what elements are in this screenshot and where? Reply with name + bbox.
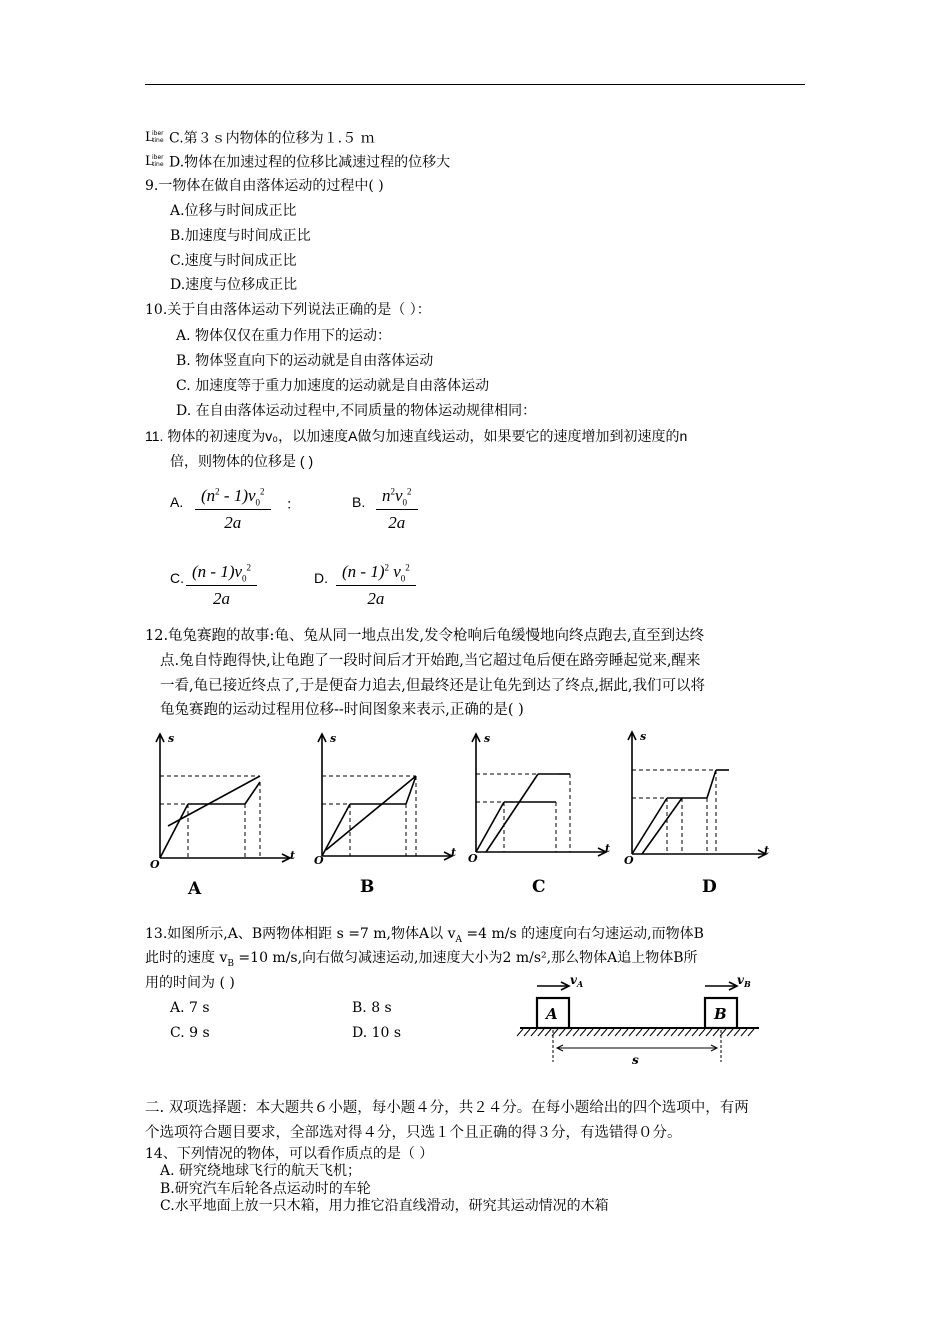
- svg-text:L: L: [145, 154, 154, 168]
- header-rule: [145, 84, 805, 85]
- q11-option-d-label: D.: [314, 570, 328, 586]
- svg-text:tine: tine: [152, 137, 164, 144]
- block-b-label: B: [714, 1005, 727, 1023]
- q14-option-c: C.水平地面上放一只木箱，用力推它沿直线滑动，研究其运动情况的木箱: [160, 1198, 609, 1214]
- q10-option-c: C. 加速度等于重力加速度的运动就是自由落体运动: [176, 378, 490, 394]
- graph-d-label: D: [702, 877, 717, 897]
- q11-option-d-formula: $\frac{(n - 1)^2 v_0^2}{2a}$: [336, 562, 416, 609]
- q13-line-3: 用的时间为 ( ): [145, 975, 235, 991]
- q12-line-2: 点.兔自恃跑得快,让龟跑了一段时间后才开始跑,当它超过龟后便在路旁睡起觉来,醒来: [160, 653, 701, 669]
- svg-text:tine: tine: [152, 161, 164, 168]
- vb-label: $v_B$: [737, 973, 751, 989]
- graph-a-label: A: [188, 879, 202, 899]
- q11-stem-line2: 倍，则物体的位移是 ( ): [170, 453, 314, 469]
- q13-option-a: A. 7 s: [170, 1000, 210, 1016]
- svg-text:iber: iber: [152, 154, 164, 161]
- graph-a-axis-s: s: [168, 732, 175, 745]
- q11-option-c-formula: $\frac{(n - 1)v_0^2}{2a}$: [186, 562, 257, 609]
- q10-stem: 10.关于自由落体运动下列说法正确的是（ ）：: [145, 302, 431, 318]
- va-label: $v_A$: [570, 973, 584, 989]
- q11-option-b-formula: $\frac{n^2v_0^2}{2a}$: [376, 486, 418, 533]
- q8-option-c: L iber tine C.第３ｓ内物体的位移为１.５ ｍ: [145, 128, 375, 149]
- q13-line-2: 此时的速度 $v_B =10$ m/s,向右做匀减速运动,加速度大小为2 m/s²,那么物体A追上物体B所: [145, 950, 698, 969]
- q10-option-a: A. 物体仅仅在重力作用下的运动：: [176, 328, 392, 344]
- graph-d-axis-t: t: [764, 844, 770, 857]
- q13-option-c: C. 9 s: [170, 1025, 210, 1041]
- q11-option-a-formula: $\frac{(n^2 - 1)v_0^2}{2a}$: [195, 486, 271, 533]
- liberline-mark-icon: [145, 128, 167, 149]
- graph-b-axis-s: s: [330, 732, 337, 745]
- section2-line-2: 个选项符合题目要求，全部选对得４分，只选１个且正确的得３分，有选错得０分。: [145, 1125, 682, 1141]
- graph-b: [312, 728, 462, 903]
- q9-stem: 9.一物体在做自由落体运动的过程中( ): [145, 178, 384, 194]
- svg-text:L: L: [145, 130, 154, 144]
- graph-b-axis-t: t: [451, 846, 457, 859]
- section2-line-1: 二. 双项选择题：本大题共６小题，每小题４分，共２４分。在每小题给出的四个选项中，有两: [145, 1100, 749, 1116]
- graph-b-label: B: [360, 877, 375, 897]
- q14-option-a: A. 研究绕地球飞行的航天飞机；: [160, 1163, 362, 1179]
- svg-text:iber: iber: [152, 130, 164, 137]
- q11-option-b-label: B.: [352, 494, 366, 510]
- q14-stem: 14、下列情况的物体，可以看作质点的是（ ）: [145, 1146, 434, 1162]
- q12-line-4: 龟兔赛跑的运动过程用位移--时间图象来表示,正确的是( ): [160, 702, 524, 718]
- q13-figure: [515, 970, 765, 1070]
- q11-option-a-label: A.: [170, 494, 184, 510]
- q14-option-b: B.研究汽车后轮各点运动时的车轮: [160, 1181, 371, 1197]
- q9-option-b: B.加速度与时间成正比: [170, 228, 311, 244]
- q9-option-c: C.速度与时间成正比: [170, 253, 297, 269]
- graph-c-origin: O: [468, 852, 478, 865]
- graph-b-origin: O: [314, 854, 324, 867]
- graph-c-label: C: [532, 877, 546, 897]
- graph-c-axis-s: s: [484, 732, 491, 745]
- graph-d: [622, 722, 772, 902]
- q12-line-3: 一看,龟已接近终点了,于是便奋力追去,但最终还是让龟先到达了终点,据此,我们可以将: [160, 678, 706, 694]
- graph-c-axis-t: t: [605, 842, 611, 855]
- graph-c: [466, 728, 616, 903]
- graph-a: [150, 728, 300, 903]
- graph-d-axis-s: s: [640, 730, 647, 743]
- q9-option-d: D.速度与位移成正比: [170, 277, 298, 293]
- q8-option-d: L iber tine D.物体在加速过程的位移比减速过程的位移大: [145, 152, 450, 173]
- q10-option-d: D. 在自由落体运动过程中,不同质量的物体运动规律相同：: [176, 403, 537, 419]
- graph-a-axis-t: t: [290, 849, 296, 862]
- q13-line-1: 13.如图所示,A、B两物体相距 s =7 m,物体A以 $v_A =4$ m/s 的速度向右匀速运动,而物体B: [145, 926, 704, 945]
- graph-d-origin: O: [624, 854, 634, 867]
- graph-a-origin: O: [150, 858, 160, 871]
- q11-option-c-label: C.: [170, 570, 184, 586]
- q13-option-b: B. 8 s: [352, 1000, 392, 1016]
- distance-s-label: s: [632, 1053, 639, 1067]
- q11-stem-line1: 11. 物体的初速度为v₀，以加速度A做匀加速直线运动，如果要它的速度增加到初速度的n: [145, 428, 688, 444]
- q10-option-b: B. 物体竖直向下的运动就是自由落体运动: [176, 353, 434, 369]
- liberline-mark-icon: [145, 152, 167, 173]
- q11-option-a-colon: ：: [286, 496, 300, 512]
- q9-option-a: A.位移与时间成正比: [170, 203, 297, 219]
- block-a-label: A: [546, 1005, 558, 1023]
- q12-line-1: 12.龟兔赛跑的故事:龟、兔从同一地点出发,发令枪响后龟缓慢地向终点跑去,直至到达终: [145, 628, 705, 644]
- q13-option-d: D. 10 s: [352, 1025, 402, 1041]
